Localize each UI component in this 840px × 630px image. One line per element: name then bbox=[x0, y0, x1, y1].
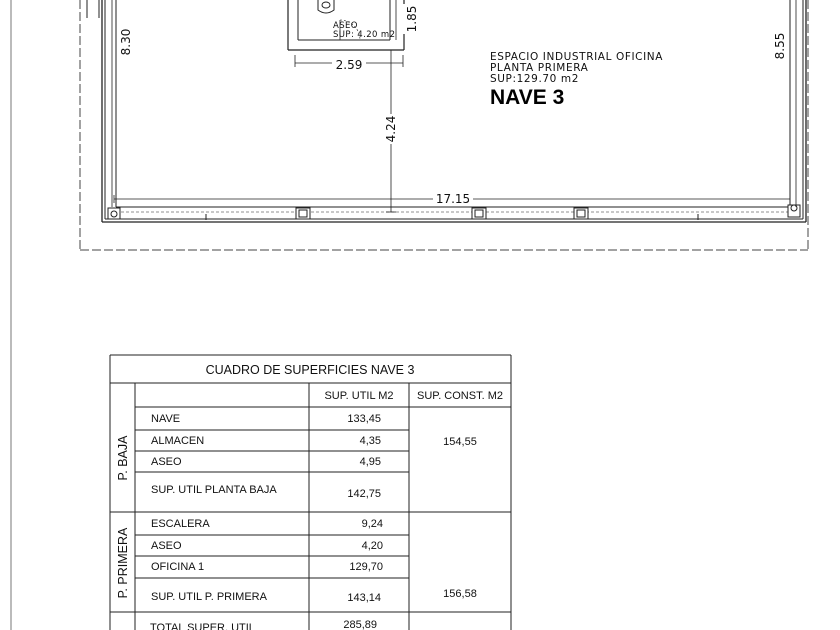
group-label-baja: P. BAJA bbox=[116, 435, 130, 481]
dim-aseo-depth: 1.85 bbox=[405, 5, 419, 33]
row-value: 4,20 bbox=[361, 540, 383, 552]
dim-length: 17.15 bbox=[435, 192, 471, 206]
const-value: 154,55 bbox=[443, 436, 477, 448]
plot-boundary bbox=[80, 0, 808, 250]
row-label: ESCALERA bbox=[151, 518, 210, 530]
row-value: 142,75 bbox=[347, 488, 381, 500]
aseo-name: ASEO bbox=[333, 21, 358, 31]
space-label-line3: SUP:129.70 m2 bbox=[490, 73, 580, 85]
row-value: 143,14 bbox=[347, 592, 381, 604]
row-label: SUP. UTIL PLANTA BAJA bbox=[151, 484, 277, 496]
row-label: NAVE bbox=[151, 413, 181, 425]
row-value: 133,45 bbox=[347, 413, 381, 425]
building-walls bbox=[87, 0, 806, 222]
group-label-primera: P. PRIMERA bbox=[116, 527, 130, 599]
space-label-line1: ESPACIO INDUSTRIAL OFICINA bbox=[490, 51, 664, 63]
const-value: 156,58 bbox=[443, 588, 477, 600]
plan-title: NAVE 3 bbox=[490, 86, 565, 109]
row-label: ASEO bbox=[151, 456, 182, 468]
dim-right-height: 8.55 bbox=[773, 32, 787, 60]
row-label: ASEO bbox=[151, 540, 182, 552]
aseo-area: SUP: 4.20 m2 bbox=[333, 30, 396, 40]
dim-aseo-width: 2.59 bbox=[335, 58, 363, 72]
row-value: 9,24 bbox=[361, 518, 383, 530]
row-label: SUP. UTIL P. PRIMERA bbox=[151, 591, 267, 603]
total-label: TOTAL SUPER. UTIL bbox=[150, 622, 255, 630]
row-label: ALMACEN bbox=[151, 435, 205, 447]
col-header-util: SUP. UTIL M2 bbox=[324, 390, 394, 402]
row-value: 4,35 bbox=[359, 435, 381, 447]
dim-interior-height: 4.24 bbox=[384, 115, 398, 143]
row-value: 129,70 bbox=[349, 561, 383, 573]
space-label-line2: PLANTA PRIMERA bbox=[490, 62, 589, 74]
row-label: OFICINA 1 bbox=[151, 561, 205, 573]
dimension-lines bbox=[112, 0, 796, 212]
col-header-const: SUP. CONST. M2 bbox=[417, 390, 503, 402]
row-value: 4,95 bbox=[359, 456, 381, 468]
table-title: CUADRO DE SUPERFICIES NAVE 3 bbox=[205, 363, 415, 377]
dim-left-height: 8.30 bbox=[119, 28, 133, 56]
total-value: 285,89 bbox=[343, 619, 377, 630]
